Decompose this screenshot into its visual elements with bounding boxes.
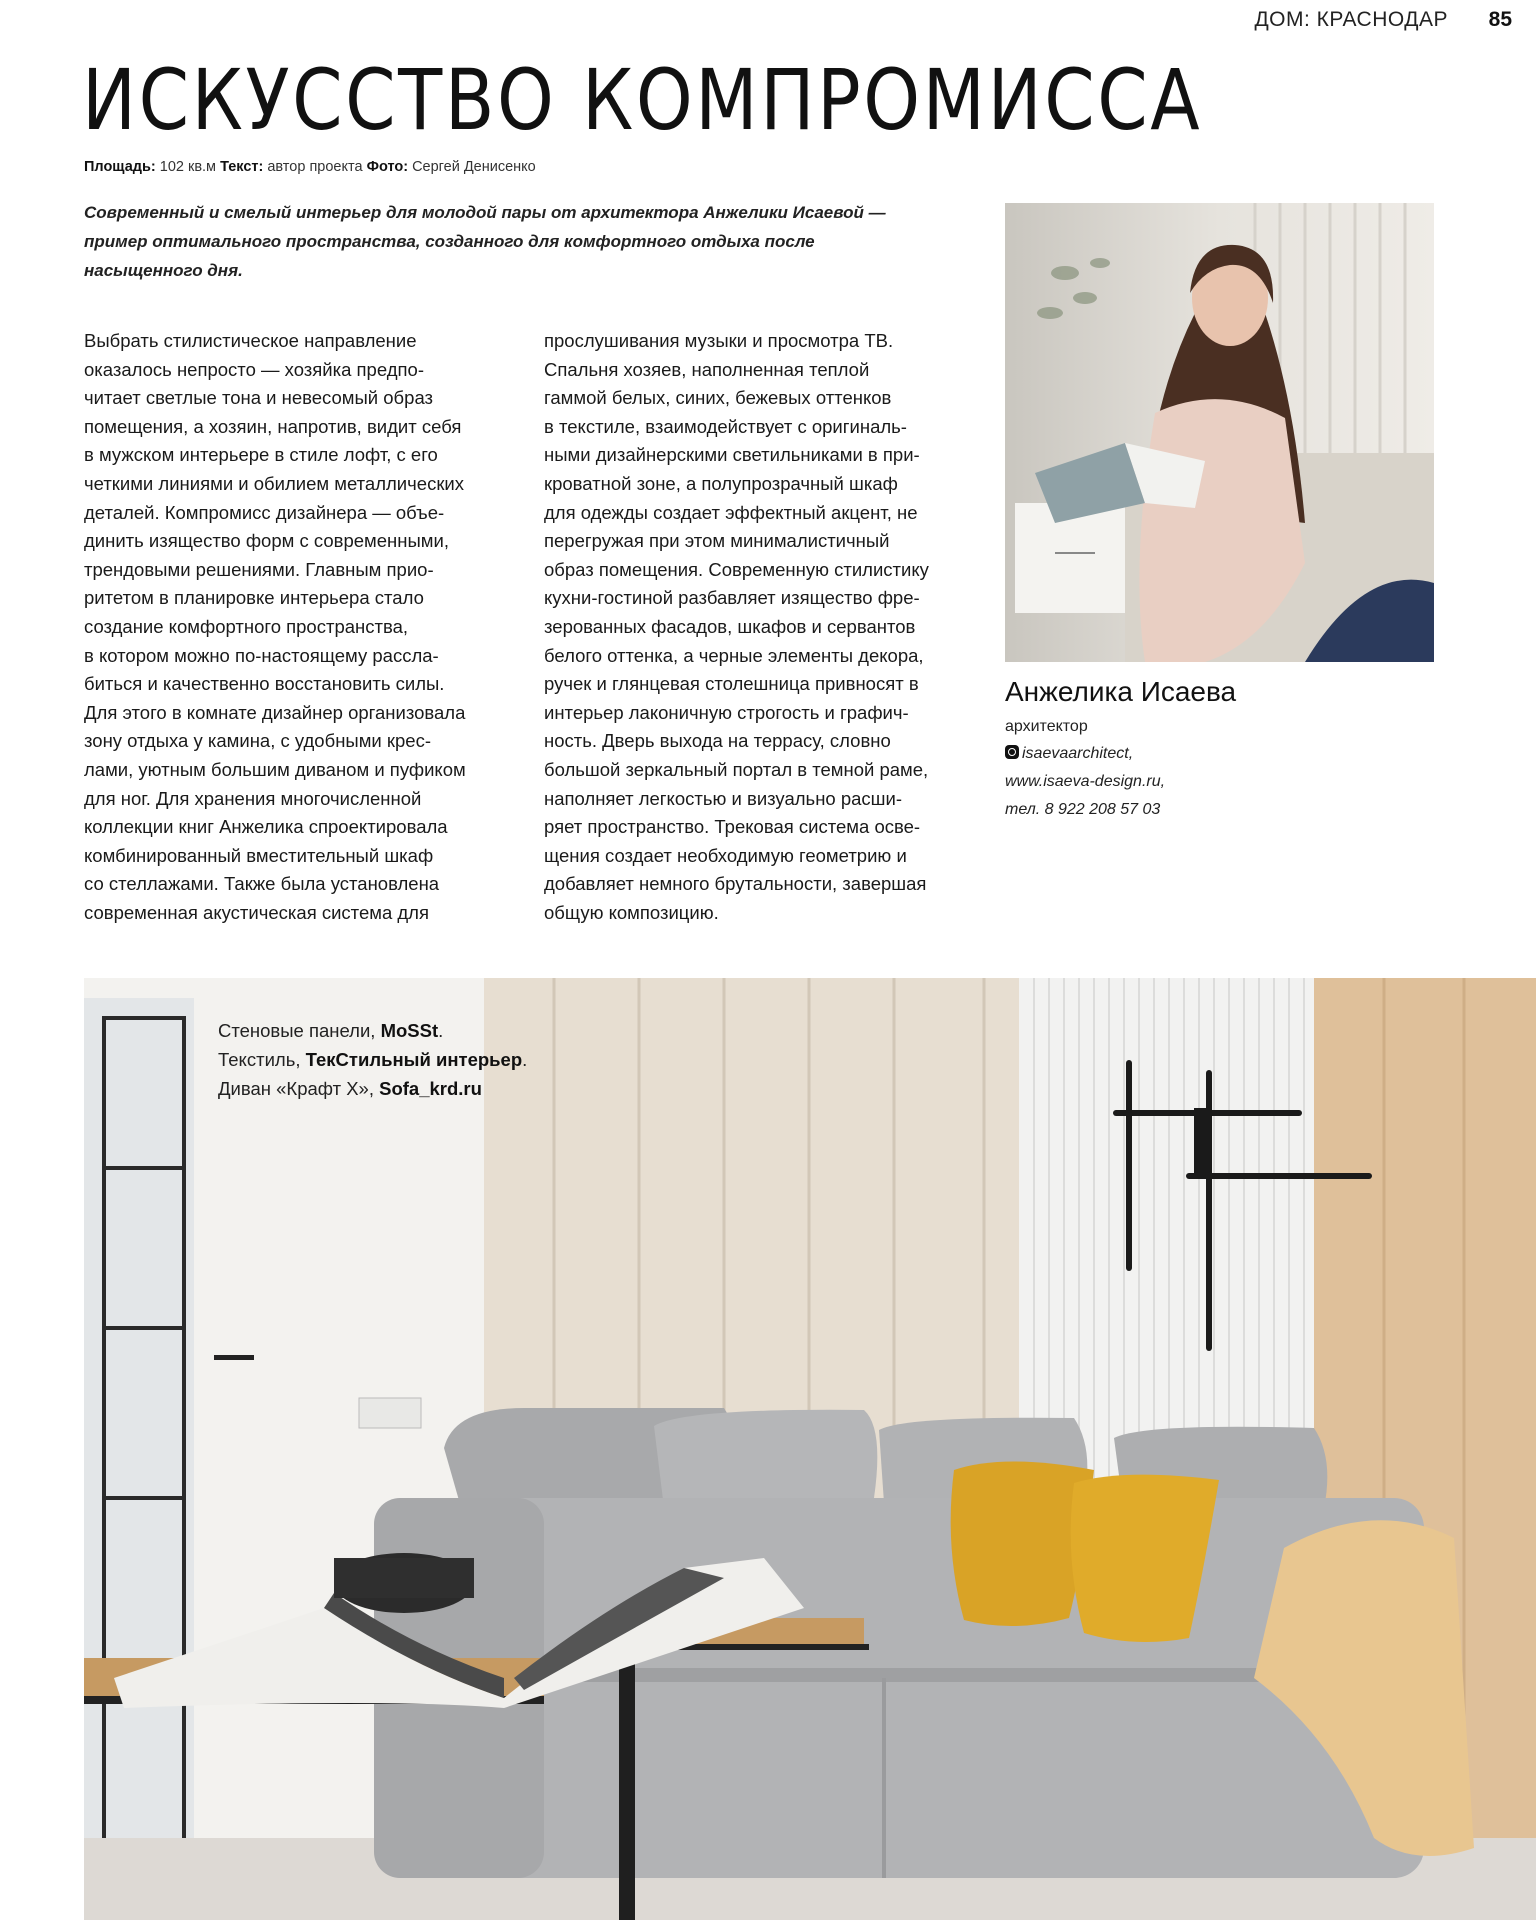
body-line: ность. Дверь выхода на террасу, словно xyxy=(544,730,891,752)
body-column-2 xyxy=(544,327,986,927)
designer-phone: тел. 8 922 208 57 03 xyxy=(1005,801,1161,818)
photo-value: Сергей Денисенко xyxy=(412,159,536,175)
body-line: для ног. Для хранения многочисленной xyxy=(84,787,422,809)
body-line: читает светлые тона и невесомый образ xyxy=(84,387,434,409)
area-label: Площадь: xyxy=(84,159,156,175)
caption-text: Стеновые панели, xyxy=(218,1020,381,1041)
body-line: современная акустическая система для xyxy=(84,901,429,923)
body-line: ными дизайнерскими светильниками в при- xyxy=(544,444,920,466)
article-lead xyxy=(84,198,944,285)
body-line: биться и качественно восстановить силы. xyxy=(84,673,445,695)
body-line: оказалось непросто — хозяйка предпо- xyxy=(84,358,424,380)
section-label: ДОМ: КРАСНОДАР xyxy=(1254,8,1448,31)
lead-line: насыщенного дня. xyxy=(84,261,243,280)
instagram-handle: isaevaarchitect, xyxy=(1022,745,1134,762)
caption-line-1 xyxy=(218,1016,527,1045)
body-line: интерьер лаконичную строгость и графич- xyxy=(544,701,909,723)
body-line: зерованных фасадов, шкафов и сервантов xyxy=(544,615,916,637)
body-line: перегружая при этом минималистичный xyxy=(544,530,890,552)
body-line: общую композицию. xyxy=(544,901,719,923)
body-line: помещения, а хозяин, напротив, видит себя xyxy=(84,415,462,437)
designer-instagram[interactable] xyxy=(1005,745,1133,763)
body-line: трендовыми решениями. Главным прио- xyxy=(84,558,434,580)
photo-caption xyxy=(218,1016,527,1103)
body-line: кроватной зоне, а полупрозрачный шкаф xyxy=(544,472,898,494)
designer-website[interactable]: www.isaeva-design.ru, xyxy=(1005,773,1166,790)
body-line: ритетом в планировке интерьера стало xyxy=(84,587,424,609)
body-line: в котором можно по-настоящему рассла- xyxy=(84,644,439,666)
body-line: зону отдыха у камина, с удобными крес- xyxy=(84,730,431,752)
body-line: добавляет немного брутальности, завершая xyxy=(544,873,927,895)
living-room-photo xyxy=(84,978,1536,1920)
instagram-icon xyxy=(1005,745,1019,759)
caption-brand: MoSSt xyxy=(380,1020,439,1041)
body-column-1 xyxy=(84,327,526,927)
body-line: белого оттенка, а черные элементы декора, xyxy=(544,644,924,666)
caption-punct: . xyxy=(522,1049,528,1070)
designer-role: архитектор xyxy=(1005,718,1088,735)
body-line: образ помещения. Современную стилистику xyxy=(544,558,929,580)
caption-line-3 xyxy=(218,1074,527,1103)
body-line: ряет пространство. Трековая система осве- xyxy=(544,816,921,838)
body-line: лами, уютным большим диваном и пуфиком xyxy=(84,758,466,780)
article-title: ИСКУССТВО КОМПРОМИССА xyxy=(82,51,1203,149)
body-line: кухни-гостиной разбавляет изящество фре- xyxy=(544,587,920,609)
article-credits xyxy=(84,159,536,175)
body-line: создание комфортного пространства, xyxy=(84,615,409,637)
body-line: для одежды создает эффектный акцент, не xyxy=(544,501,918,523)
body-line: комбинированный вместительный шкаф xyxy=(84,844,434,866)
caption-text: Текстиль, xyxy=(218,1049,306,1070)
body-line: Спальня хозяев, наполненная теплой xyxy=(544,358,870,380)
body-line: коллекции книг Анжелика спроектировала xyxy=(84,816,448,838)
caption-brand: ТекСтильный интерьер xyxy=(305,1049,523,1070)
caption-punct: . xyxy=(438,1020,444,1041)
body-line: в текстиле, взаимодействует с оригиналь- xyxy=(544,415,907,437)
body-line: со стеллажами. Также была установлена xyxy=(84,873,440,895)
body-line: гаммой белых, синих, бежевых оттенков xyxy=(544,387,892,409)
lead-line: пример оптимального пространства, созданного для комфортного отдыха после xyxy=(84,232,815,251)
caption-line-2 xyxy=(218,1045,527,1074)
body-line: наполняет легкостью и визуально расши- xyxy=(544,787,903,809)
body-line: в мужском интерьере в стиле лофт, с его xyxy=(84,444,438,466)
caption-brand: Sofa_krd.ru xyxy=(379,1078,482,1099)
designer-portrait xyxy=(1005,203,1434,662)
text-label: Текст: xyxy=(220,159,264,175)
body-line: ручек и глянцевая столешница привносят в xyxy=(544,673,919,695)
body-line: деталей. Компромисс дизайнера — объе- xyxy=(84,501,445,523)
page-number: 85 xyxy=(1488,8,1512,31)
designer-name: Анжелика Исаева xyxy=(1005,676,1237,707)
body-line: прослушивания музыки и просмотра ТВ. xyxy=(544,330,894,351)
body-line: динить изящество форм с современными, xyxy=(84,530,449,552)
body-line: большой зеркальный портал в темной раме, xyxy=(544,758,929,780)
text-value: автор проекта xyxy=(267,159,363,175)
body-line: щения создает необходимую геометрию и xyxy=(544,844,907,866)
caption-text: Диван «Крафт Х», xyxy=(218,1078,380,1099)
body-line: Для этого в комнате дизайнер организовала xyxy=(84,701,466,723)
lead-line: Современный и смелый интерьер для молодой пары от архитектора Анжелики Исаевой — xyxy=(84,203,886,222)
body-line: четкими линиями и обилием металлических xyxy=(84,472,464,494)
area-value: 102 кв.м xyxy=(159,159,217,175)
body-line: Выбрать стилистическое направление xyxy=(84,330,417,351)
photo-label: Фото: xyxy=(366,159,409,175)
